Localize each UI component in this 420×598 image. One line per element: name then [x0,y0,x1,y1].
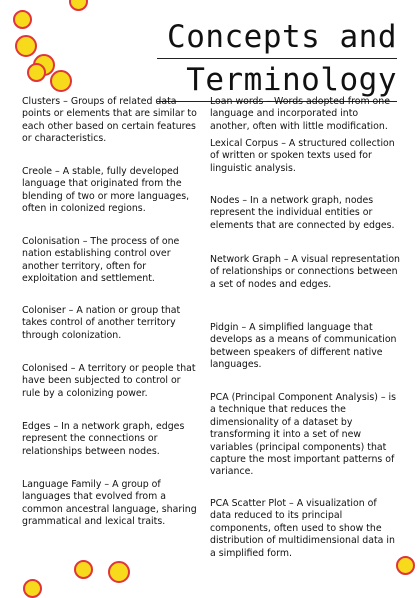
entry-term: PCA (Principal Component Analysis) [210,392,378,403]
entry-term: Colonisation [22,236,80,247]
entry-term: Nodes [210,195,240,206]
decorative-circle [50,70,72,92]
glossary-entry: Coloniser – A nation or group that takes control of another territory through colonization. [22,305,181,341]
entry-term: Language Family [22,479,102,490]
glossary-entry: Nodes – In a network graph, nodes represent the individual entities or elements that are connected by edges. [210,195,395,231]
entry-term: Lexical Corpus [210,138,279,149]
glossary-entry: Colonised – A territory or people that have been subjected to control or rule by a colonizing power. [22,363,196,399]
decorative-circle [74,560,93,579]
decorative-circle [13,10,32,29]
title-line-1: Concepts and [157,16,397,59]
entry-definition: In a network graph, nodes represent the individual entities or elements that are connected by edges. [210,195,395,231]
entry-term: Colonised [22,363,68,374]
decorative-circle [69,0,88,11]
glossary-entry: PCA (Principal Component Analysis) – is a technique that reduces the dimensionality of a dataset by transforming it into a set of new variables (principal components) that capture the most important patterns of variance. [210,392,397,478]
entry-definition: A visualization of data reduced to its principal components, often used to show the distribution of multidimensional data in a simplified form. [210,498,395,559]
entry-term: Network Graph [210,254,281,265]
decorative-circle [15,35,37,57]
glossary-entry: Pidgin – A simplified language that develops as a means of communication between speakers of different native languages. [210,322,397,371]
glossary-entry: Creole – A stable, fully developed language that originated from the blending of two or more languages, often in colonized regions. [22,166,190,215]
entry-definition: The process of one nation establishing control over another territory, often for exploitation and settlement. [22,236,180,285]
entry-term: Loan words [210,96,264,107]
entry-definition: A territory or people that have been subjected to control or rule by a colonizing power. [22,363,196,399]
glossary-entry: Loan words – Words adopted from one language and incorporated into another, often with little modification. [210,96,391,132]
entry-definition: A nation or group that takes control of another territory through colonization. [22,305,181,341]
glossary-entry: Network Graph – A visual representation of relationships or connections between a set of nodes and edges. [210,254,401,290]
page-title [157,16,397,102]
glossary-entry: Clusters – Groups of related data points or elements that are similar to each other based on certain features or characteristics. [22,96,197,145]
entry-definition: Groups of related data points or elements that are similar to each other based on certain features or characteristics. [22,96,197,145]
entry-definition: A group of languages that evolved from a common ancestral language, sharing grammatical and lexical traits. [22,479,197,528]
entry-definition: A structured collection of written or spoken texts used for linguistic analysis. [210,138,395,174]
entry-definition: In a network graph, edges represent the connections or relationships between nodes. [22,421,185,457]
entry-term: Coloniser [22,305,66,316]
glossary-entry: Lexical Corpus – A structured collection of written or spoken texts used for linguistic analysis. [210,138,395,174]
glossary-entry: Edges – In a network graph, edges represent the connections or relationships between nodes. [22,421,185,457]
decorative-circle [23,579,42,598]
entry-definition: Words adopted from one language and incorporated into another, often with little modification. [210,96,391,132]
glossary-entry: Language Family – A group of languages that evolved from a common ancestral language, sharing grammatical and lexical traits. [22,479,197,528]
entry-term: Edges [22,421,51,432]
glossary-entry: Colonisation – The process of one nation establishing control over another territory, often for exploitation and settlement. [22,236,180,285]
entry-term: Pidgin [210,322,239,333]
entry-definition: A visual representation of relationships or connections between a set of nodes and edges. [210,254,401,290]
entry-term: Clusters [22,96,61,107]
entry-definition: A simplified language that develops as a means of communication between speakers of different native languages. [210,322,397,371]
decorative-circle [27,63,46,82]
decorative-circle [108,561,130,583]
entry-definition: A stable, fully developed language that originated from the blending of two or more languages, often in colonized regions. [22,166,190,215]
entry-definition: is a technique that reduces the dimensionality of a dataset by transforming it into a set of new variables (principal components) that capture the most important patterns of variance. [210,392,397,478]
entry-term: Creole [22,166,53,177]
glossary-entry: PCA Scatter Plot – A visualization of data reduced to its principal components, often used to show the distribution of multidimensional data in a simplified form. [210,498,395,559]
title-line-2: Terminology [157,59,397,102]
entry-term: PCA Scatter Plot [210,498,287,509]
